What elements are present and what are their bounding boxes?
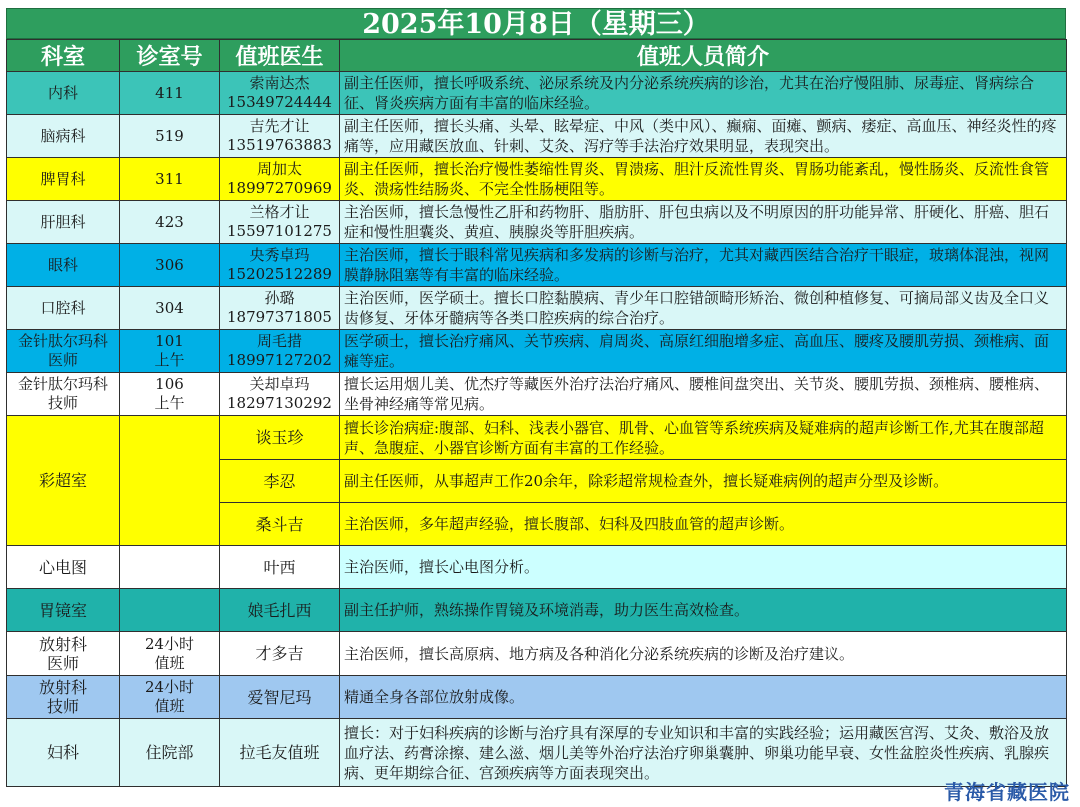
desc-cell: 副主任护师，熟练操作胃镜及环境消毒，助力医生高效检查。 <box>340 589 1067 632</box>
table-row <box>7 287 1067 330</box>
desc-cell: 擅长：对于妇科疾病的诊断与治疗具有深厚的专业知识和丰富的实践经验；运用藏医宫泻、艾灸、敷浴及放血疗法、药膏涂擦、建么滋、烟儿美等外治疗法治疗卵巢囊肿、卵巢功能早衰、女性盆腔炎性疾病、乳腺疾病、更年期综合征、宫颈疾病等方面表现突出。 <box>340 719 1067 787</box>
doctor-cell: 谈玉珍 <box>220 416 340 460</box>
duty-schedule <box>6 8 1066 787</box>
doctor-cell: 吉先才让 13519763883 <box>220 115 340 158</box>
dept-cell: 放射科 医师 <box>7 632 120 676</box>
table-row <box>7 632 1067 676</box>
desc-cell: 擅长诊治病症:腹部、妇科、浅表小器官、肌骨、心血管等系统疾病及疑难病的超声诊断工作,尤其在腹部超声、急腹症、小器官诊断方面有丰富的工作经验。 <box>340 416 1067 460</box>
table-row <box>7 719 1067 787</box>
dept-cell: 心电图 <box>7 546 120 589</box>
doctor-cell: 爱智尼玛 <box>220 676 340 719</box>
room-cell: 411 <box>120 72 220 115</box>
dept-cell: 胃镜室 <box>7 589 120 632</box>
table-row <box>7 72 1067 115</box>
room-cell: 101 上午 <box>120 330 220 373</box>
table-row <box>7 373 1067 416</box>
doctor-cell: 央秀卓玛 15202512289 <box>220 244 340 287</box>
doctor-cell: 娘毛扎西 <box>220 589 340 632</box>
dept-cell: 肝胆科 <box>7 201 120 244</box>
table-row <box>7 589 1067 632</box>
desc-cell: 副主任医师，从事超声工作20余年，除彩超常规检查外，擅长疑难病例的超声分型及诊断。 <box>340 460 1067 503</box>
table-row <box>7 546 1067 589</box>
room-cell <box>120 546 220 589</box>
doctor-cell: 周毛措 18997127202 <box>220 330 340 373</box>
duty-table <box>6 39 1067 787</box>
dept-cell: 放射科 技师 <box>7 676 120 719</box>
doctor-cell: 桑斗吉 <box>220 503 340 546</box>
header-desc: 值班人员简介 <box>340 40 1067 72</box>
desc-cell: 主治医师，多年超声经验，擅长腹部、妇科及四肢血管的超声诊断。 <box>340 503 1067 546</box>
desc-cell: 精通全身各部位放射成像。 <box>340 676 1067 719</box>
desc-cell: 医学硕士，擅长治疗痛风、关节疾病、肩周炎、高原红细胞增多症、高血压、腰疼及腰肌劳损、颈椎病、面瘫等症。 <box>340 330 1067 373</box>
room-cell: 423 <box>120 201 220 244</box>
doctor-cell: 关却卓玛 18297130292 <box>220 373 340 416</box>
room-cell: 304 <box>120 287 220 330</box>
room-cell: 306 <box>120 244 220 287</box>
table-row <box>7 330 1067 373</box>
desc-cell: 主治医师，医学硕士。擅长口腔黏膜病、青少年口腔错颌畸形矫治、微创种植修复、可摘局部义齿及全口义齿修复、牙体牙髓病等各类口腔疾病的综合治疗。 <box>340 287 1067 330</box>
dept-cell: 脾胃科 <box>7 158 120 201</box>
doctor-cell: 兰格才让 15597101275 <box>220 201 340 244</box>
doctor-cell: 拉毛友值班 <box>220 719 340 787</box>
header-room: 诊室号 <box>120 40 220 72</box>
desc-cell: 主治医师，擅长急慢性乙肝和药物肝、脂肪肝、肝包虫病以及不明原因的肝功能异常、肝硬化、肝癌、胆石症和慢性胆囊炎、黄疸、胰腺炎等肝胆疾病。 <box>340 201 1067 244</box>
table-row <box>7 416 1067 460</box>
header-doctor: 值班医生 <box>220 40 340 72</box>
page-title: 2025年10月8日（星期三） <box>6 8 1066 39</box>
room-cell: 24小时 值班 <box>120 632 220 676</box>
table-row <box>7 676 1067 719</box>
room-cell: 519 <box>120 115 220 158</box>
room-cell: 24小时 值班 <box>120 676 220 719</box>
room-cell: 住院部 <box>120 719 220 787</box>
room-cell: 106 上午 <box>120 373 220 416</box>
doctor-cell: 孙璐 18797371805 <box>220 287 340 330</box>
dept-cell: 口腔科 <box>7 287 120 330</box>
dept-cell: 脑病科 <box>7 115 120 158</box>
desc-cell: 擅长运用烟儿美、优杰疗等藏医外治疗法治疗痛风、腰椎间盘突出、关节炎、腰肌劳损、颈椎病、腰椎病、坐骨神经痛等常见病。 <box>340 373 1067 416</box>
desc-cell: 副主任医师，擅长呼吸系统、泌尿系统及内分泌系统疾病的诊治，尤其在治疗慢阻肺、尿毒症、肾病综合征、肾炎疾病方面有丰富的临床经验。 <box>340 72 1067 115</box>
table-row <box>7 244 1067 287</box>
header-dept: 科室 <box>7 40 120 72</box>
dept-cell: 金针肽尔玛科 医师 <box>7 330 120 373</box>
desc-cell: 副主任医师，擅长头痛、头晕、眩晕症、中风（类中风）、癫痫、面瘫、颤病、痿症、高血压、神经炎性的疼痛等，应用藏医放血、针刺、艾灸、泻疗等手法治疗效果明显，表现突出。 <box>340 115 1067 158</box>
header-row <box>7 40 1067 72</box>
dept-cell: 彩超室 <box>7 416 120 546</box>
doctor-cell: 叶西 <box>220 546 340 589</box>
desc-cell: 主治医师，擅长心电图分析。 <box>340 546 1067 589</box>
desc-cell: 副主任医师，擅长治疗慢性萎缩性胃炎、胃溃疡、胆汁反流性胃炎、胃肠功能紊乱，慢性肠炎、反流性食管炎、溃疡性结肠炎、不完全性肠梗阻等。 <box>340 158 1067 201</box>
room-cell <box>120 589 220 632</box>
doctor-cell: 周加太 18997270969 <box>220 158 340 201</box>
table-row <box>7 115 1067 158</box>
room-cell <box>120 416 220 546</box>
desc-cell: 主治医师，擅长高原病、地方病及各种消化分泌系统疾病的诊断及治疗建议。 <box>340 632 1067 676</box>
doctor-cell: 李忍 <box>220 460 340 503</box>
dept-cell: 眼科 <box>7 244 120 287</box>
doctor-cell: 才多吉 <box>220 632 340 676</box>
desc-cell: 主治医师，擅长于眼科常见疾病和多发病的诊断与治疗，尤其对藏西医结合治疗干眼症，玻璃体混浊，视网膜静脉阻塞等有丰富的临床经验。 <box>340 244 1067 287</box>
doctor-cell: 索南达杰 15349724444 <box>220 72 340 115</box>
table-row <box>7 201 1067 244</box>
room-cell: 311 <box>120 158 220 201</box>
dept-cell: 妇科 <box>7 719 120 787</box>
dept-cell: 金针肽尔玛科 技师 <box>7 373 120 416</box>
hospital-watermark: 青海省藏医院 <box>944 780 1070 804</box>
table-row <box>7 158 1067 201</box>
dept-cell: 内科 <box>7 72 120 115</box>
